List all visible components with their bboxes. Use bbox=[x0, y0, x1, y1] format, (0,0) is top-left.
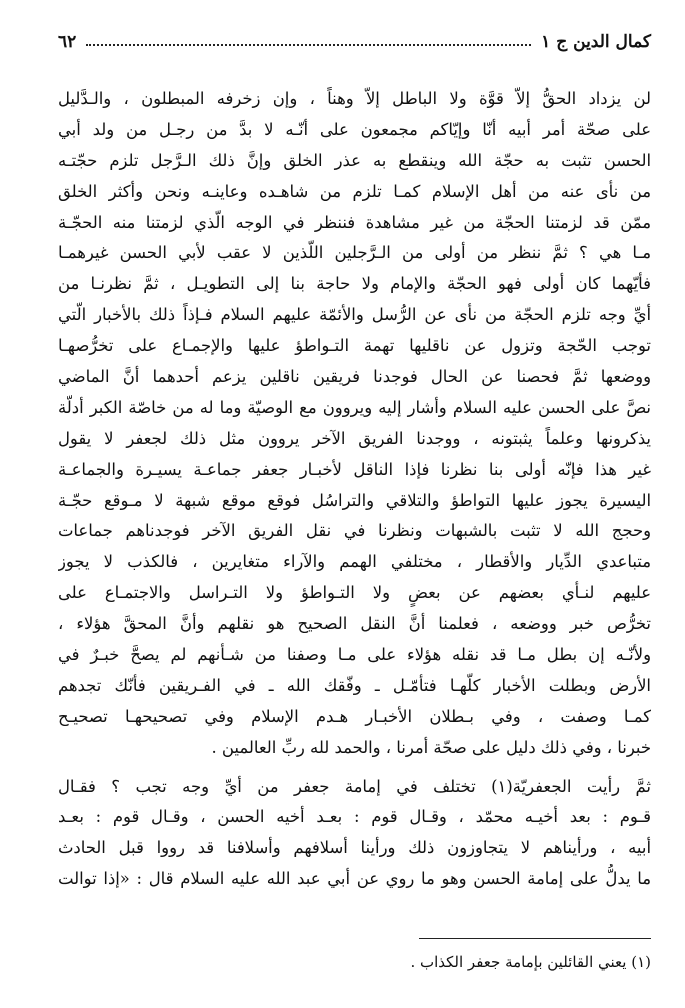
text-line: مـا هي ؟ ثمَّ ننظر من أولى من الـرَّجلين اللّذين لا عقب لأبي الحسن غيرهمـا bbox=[58, 243, 651, 263]
text-line: كمـا وصفت ، وفي بـطلان الأخبـار هـدم الإسلام وفي تصحيحهـا تصحيـح bbox=[58, 706, 651, 726]
text-line: الحسن تثبت به حجّة الله وينقطع به عذر الخلق وإنَّ ذلك الـرَّجل تلزم حجّتـه bbox=[58, 150, 651, 170]
footnote: (١) يعني القائلين بإمامة جعفر الكذاب . bbox=[410, 953, 651, 971]
text-line: ممّن قد لزمتنا الحجّة من غير مشاهدة فننظر في الوجه الّذي لزمتنا منه الحجّـة bbox=[58, 212, 651, 232]
text-line: من نأى عنه من أهل الإسلام كمـا تلزم من شاهـده وعاينـه ونحن وأكثر الخلق bbox=[58, 181, 651, 201]
text-line: ثمَّ رأيت الجعفريّة(١) تختلف في إمامة جعفر من أيِّ وجه تجب ؟ فقـال bbox=[58, 776, 651, 796]
text-line: توجب الحّجة وتزول عن ناقليها تهمة التـواطؤ عليها والإجمـاع على تخرُّصهـا bbox=[58, 336, 651, 356]
text-line: قـوم : بعد أخيـه محمّد ، وقـال قوم : بعـد أخيه الحسن ، وقـال قوم : بعـد bbox=[58, 807, 651, 827]
text-line: ولأنّـه إن بطل مـا قد نقله هؤلاء على مـا وصفنا من شـأنهم لم يصحَّ خبـرٌ في bbox=[58, 645, 651, 665]
text-line: أيِّ وجه تلزم الحجّة من نأى عن الرُّسل والأئمّة عليهم السلام فـإذاً ذلك بالأخبار الّتي bbox=[58, 305, 651, 325]
text-line: تخرُّص خبر ووضعه ، فعلمنا أنَّ النقل الصحيح هو نقلهم وأنَّ المحقَّ هؤلاء ، bbox=[58, 614, 651, 634]
text-line: فأيّهما كان أولى فهو الحجّة والإمام ولا حاجة بنا إلى التطويـل ، ثمَّ نظرنـا من bbox=[58, 274, 651, 294]
footnote-separator bbox=[419, 938, 651, 939]
text-line: أبيه ، ورأيناهم لا يتجاوزون ذلك ورأينا أسلافهم وأسلافنا قد رووا قبل الحادث bbox=[58, 838, 651, 858]
text-line: لن يزداد الحقُّ إلاّ قوَّة ولا الباطل إلاّ وهناً ، وإن زخرفه المبطلون ، والـدَّليل bbox=[58, 89, 651, 108]
text-line: وحجج الله لا تثبت بالشبهات ونظرنا في نقل الفريق الآخر فوجدناهم جماعات bbox=[58, 521, 651, 541]
book-title: كمال الدين ج ١ bbox=[541, 32, 651, 52]
text-line: غير هذا فإنّه أولى بنا نظرنا فإذا الناقل لأخبـار جعفر جماعـة يسيـرة والجماعـة bbox=[58, 459, 651, 479]
text-line: الأرض وبطلت الأخبار كلّهـا فتأمّـل ـ وفّقك الله ـ في الفـريقين فأنّك تجدهم bbox=[58, 675, 651, 695]
text-line: عليهم لنـأي بعضهم عن بعضٍ ولا التـواطؤ ولا التـراسل والاجتمـاع على bbox=[58, 583, 651, 603]
main-text bbox=[58, 84, 651, 895]
running-header bbox=[58, 22, 651, 52]
text-line: على صحّة أمر أبيه أنّا وإيّاكم مجمعون على أنّـه لا بدَّ من رجـل من ولد أبي bbox=[58, 119, 651, 139]
text-line: ووضعها ثمَّ فحصنا عن الحال فوجدنا فريقين ناقلين يزعم أحدهما أنَّ الماضي bbox=[58, 367, 651, 387]
text-line: نصَّ على الحسن عليه السلام وأشار إليه ويروون مع الوصيّة وما له من خاصّة الكبر أدلّة bbox=[58, 397, 651, 417]
text-line: متباعدي الدِّيار والأقطار ، مختلفي الهمم والآراء متغايرين ، فالكذب لا يجوز bbox=[58, 552, 651, 572]
paragraph-gap bbox=[58, 764, 651, 772]
text-line: اليسيرة يجوز عليها التواطؤ والتلاقي والتراسُل فوقع موقع شبهة لا مـوقع حجّـة bbox=[58, 490, 651, 510]
page-number: ٦٢ bbox=[58, 32, 77, 52]
text-line: خبرنا ، وفي ذلك دليل على صحّة أمرنا ، والحمد لله ربِّ العالمين . bbox=[211, 737, 651, 757]
header-dotted-leader bbox=[86, 44, 531, 46]
text-line: ما يدلُّ على إمامة الحسن وهو ما روي عن أبي عبد الله عليه السلام قال : «إذا توالت bbox=[58, 869, 651, 889]
text-line: يذكرونها وعلماً يثبتونه ، ووجدنا الفريق الآخر يروون مثل ذلك لجعفر لا يقول bbox=[58, 428, 651, 448]
